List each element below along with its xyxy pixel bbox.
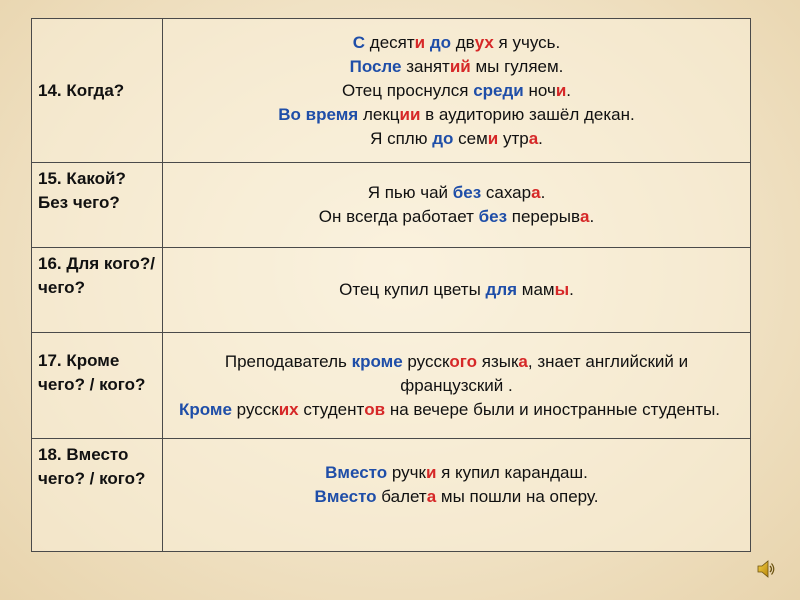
examples-cell (163, 248, 751, 333)
example-text: Отец купил цветы (339, 280, 486, 299)
preposition: После (349, 56, 402, 76)
question-cell: 16. Для кого?/ чего? (32, 248, 163, 333)
example-text: мам (517, 280, 555, 299)
preposition: без (452, 183, 482, 202)
example-line (173, 461, 740, 485)
example-line (173, 127, 740, 151)
preposition: до (429, 32, 452, 52)
example-line (173, 205, 740, 229)
table-row (32, 333, 751, 439)
preposition: без (478, 207, 508, 226)
example-line (173, 398, 740, 422)
case-ending: а (531, 183, 541, 202)
example-text: мы пошли на оперу. (436, 487, 599, 506)
examples-cell (163, 333, 751, 439)
question-cell: 14. Когда? (32, 19, 163, 163)
preposition: Вместо (325, 463, 388, 482)
example-text: дв (451, 32, 475, 52)
example-text: в аудиторию зашёл декан. (420, 104, 635, 124)
case-ending: а (580, 207, 590, 226)
examples-cell (163, 439, 751, 552)
example-text: русск (402, 351, 450, 371)
case-ending: и (487, 128, 499, 148)
case-ending: а (528, 128, 539, 148)
case-ending: ы (554, 280, 570, 299)
preposition: Вместо (314, 487, 377, 506)
example-text: русск (231, 399, 279, 419)
example-line (173, 79, 740, 103)
preposition: Кроме (179, 399, 232, 419)
example-text: десят (365, 32, 415, 52)
table-row (32, 248, 751, 333)
preposition: до (432, 128, 454, 148)
example-line (173, 103, 740, 127)
example-text: . (566, 80, 571, 100)
table-row (32, 19, 751, 163)
example-line (173, 278, 740, 302)
case-ending: ий (449, 56, 471, 76)
preposition: С (352, 32, 366, 52)
example-text: сем (453, 128, 488, 148)
example-text: мы гуляем. (470, 56, 564, 76)
question-cell: 18. Вместо чего? / кого? (32, 439, 163, 552)
case-ending: и (414, 32, 426, 52)
example-text: . (569, 280, 574, 299)
case-ending: а (426, 487, 437, 506)
case-ending: и (425, 463, 437, 482)
example-text: Он всегда работает (318, 207, 479, 226)
question-cell: 15. Какой? Без чего? (32, 163, 163, 248)
example-text: язык (477, 351, 519, 371)
table-row (32, 163, 751, 248)
case-ending: ух (474, 32, 494, 52)
case-ending: а (518, 351, 528, 371)
example-text: ноч (523, 80, 556, 100)
example-text: студент (298, 399, 365, 419)
example-text: . (540, 183, 546, 202)
preposition: среди (473, 80, 524, 100)
example-line (173, 485, 740, 509)
example-text: ручк (387, 463, 426, 482)
case-ending: и (555, 80, 567, 100)
preposition: для (485, 280, 518, 299)
example-text: балет (376, 487, 427, 506)
example-text: утр (498, 128, 529, 148)
example-text: Я пью чай (367, 183, 453, 202)
prepositions-table (31, 18, 751, 552)
preposition: кроме (351, 351, 403, 371)
example-text: . (589, 207, 595, 226)
example-text: Преподаватель (224, 351, 352, 371)
case-ending: их (278, 399, 299, 419)
preposition: Во время (278, 104, 359, 124)
example-text: я купил карандаш. (436, 463, 588, 482)
example-text: на вечере были и иностранные студенты. (385, 399, 721, 419)
example-text: . (538, 128, 543, 148)
example-text: Отец проснулся (341, 80, 474, 100)
case-ending: ого (449, 351, 478, 371)
example-text: Я сплю (370, 128, 433, 148)
speaker-icon[interactable] (756, 558, 776, 580)
example-line (173, 181, 740, 205)
case-ending: ов (364, 399, 386, 419)
examples-cell (163, 163, 751, 248)
example-text: занят (401, 56, 450, 76)
example-text: я учусь. (493, 32, 561, 52)
question-cell: 17. Кроме чего? / кого? (32, 333, 163, 439)
example-text: сахар (481, 183, 532, 202)
table-row (32, 439, 751, 552)
example-text: , знает английский и французский . (400, 351, 689, 395)
case-ending: ии (399, 104, 421, 124)
example-line (173, 31, 740, 55)
example-text: перерыв (507, 207, 581, 226)
example-line (173, 55, 740, 79)
example-line (173, 350, 740, 398)
example-text: лекц (358, 104, 400, 124)
examples-cell (163, 19, 751, 163)
